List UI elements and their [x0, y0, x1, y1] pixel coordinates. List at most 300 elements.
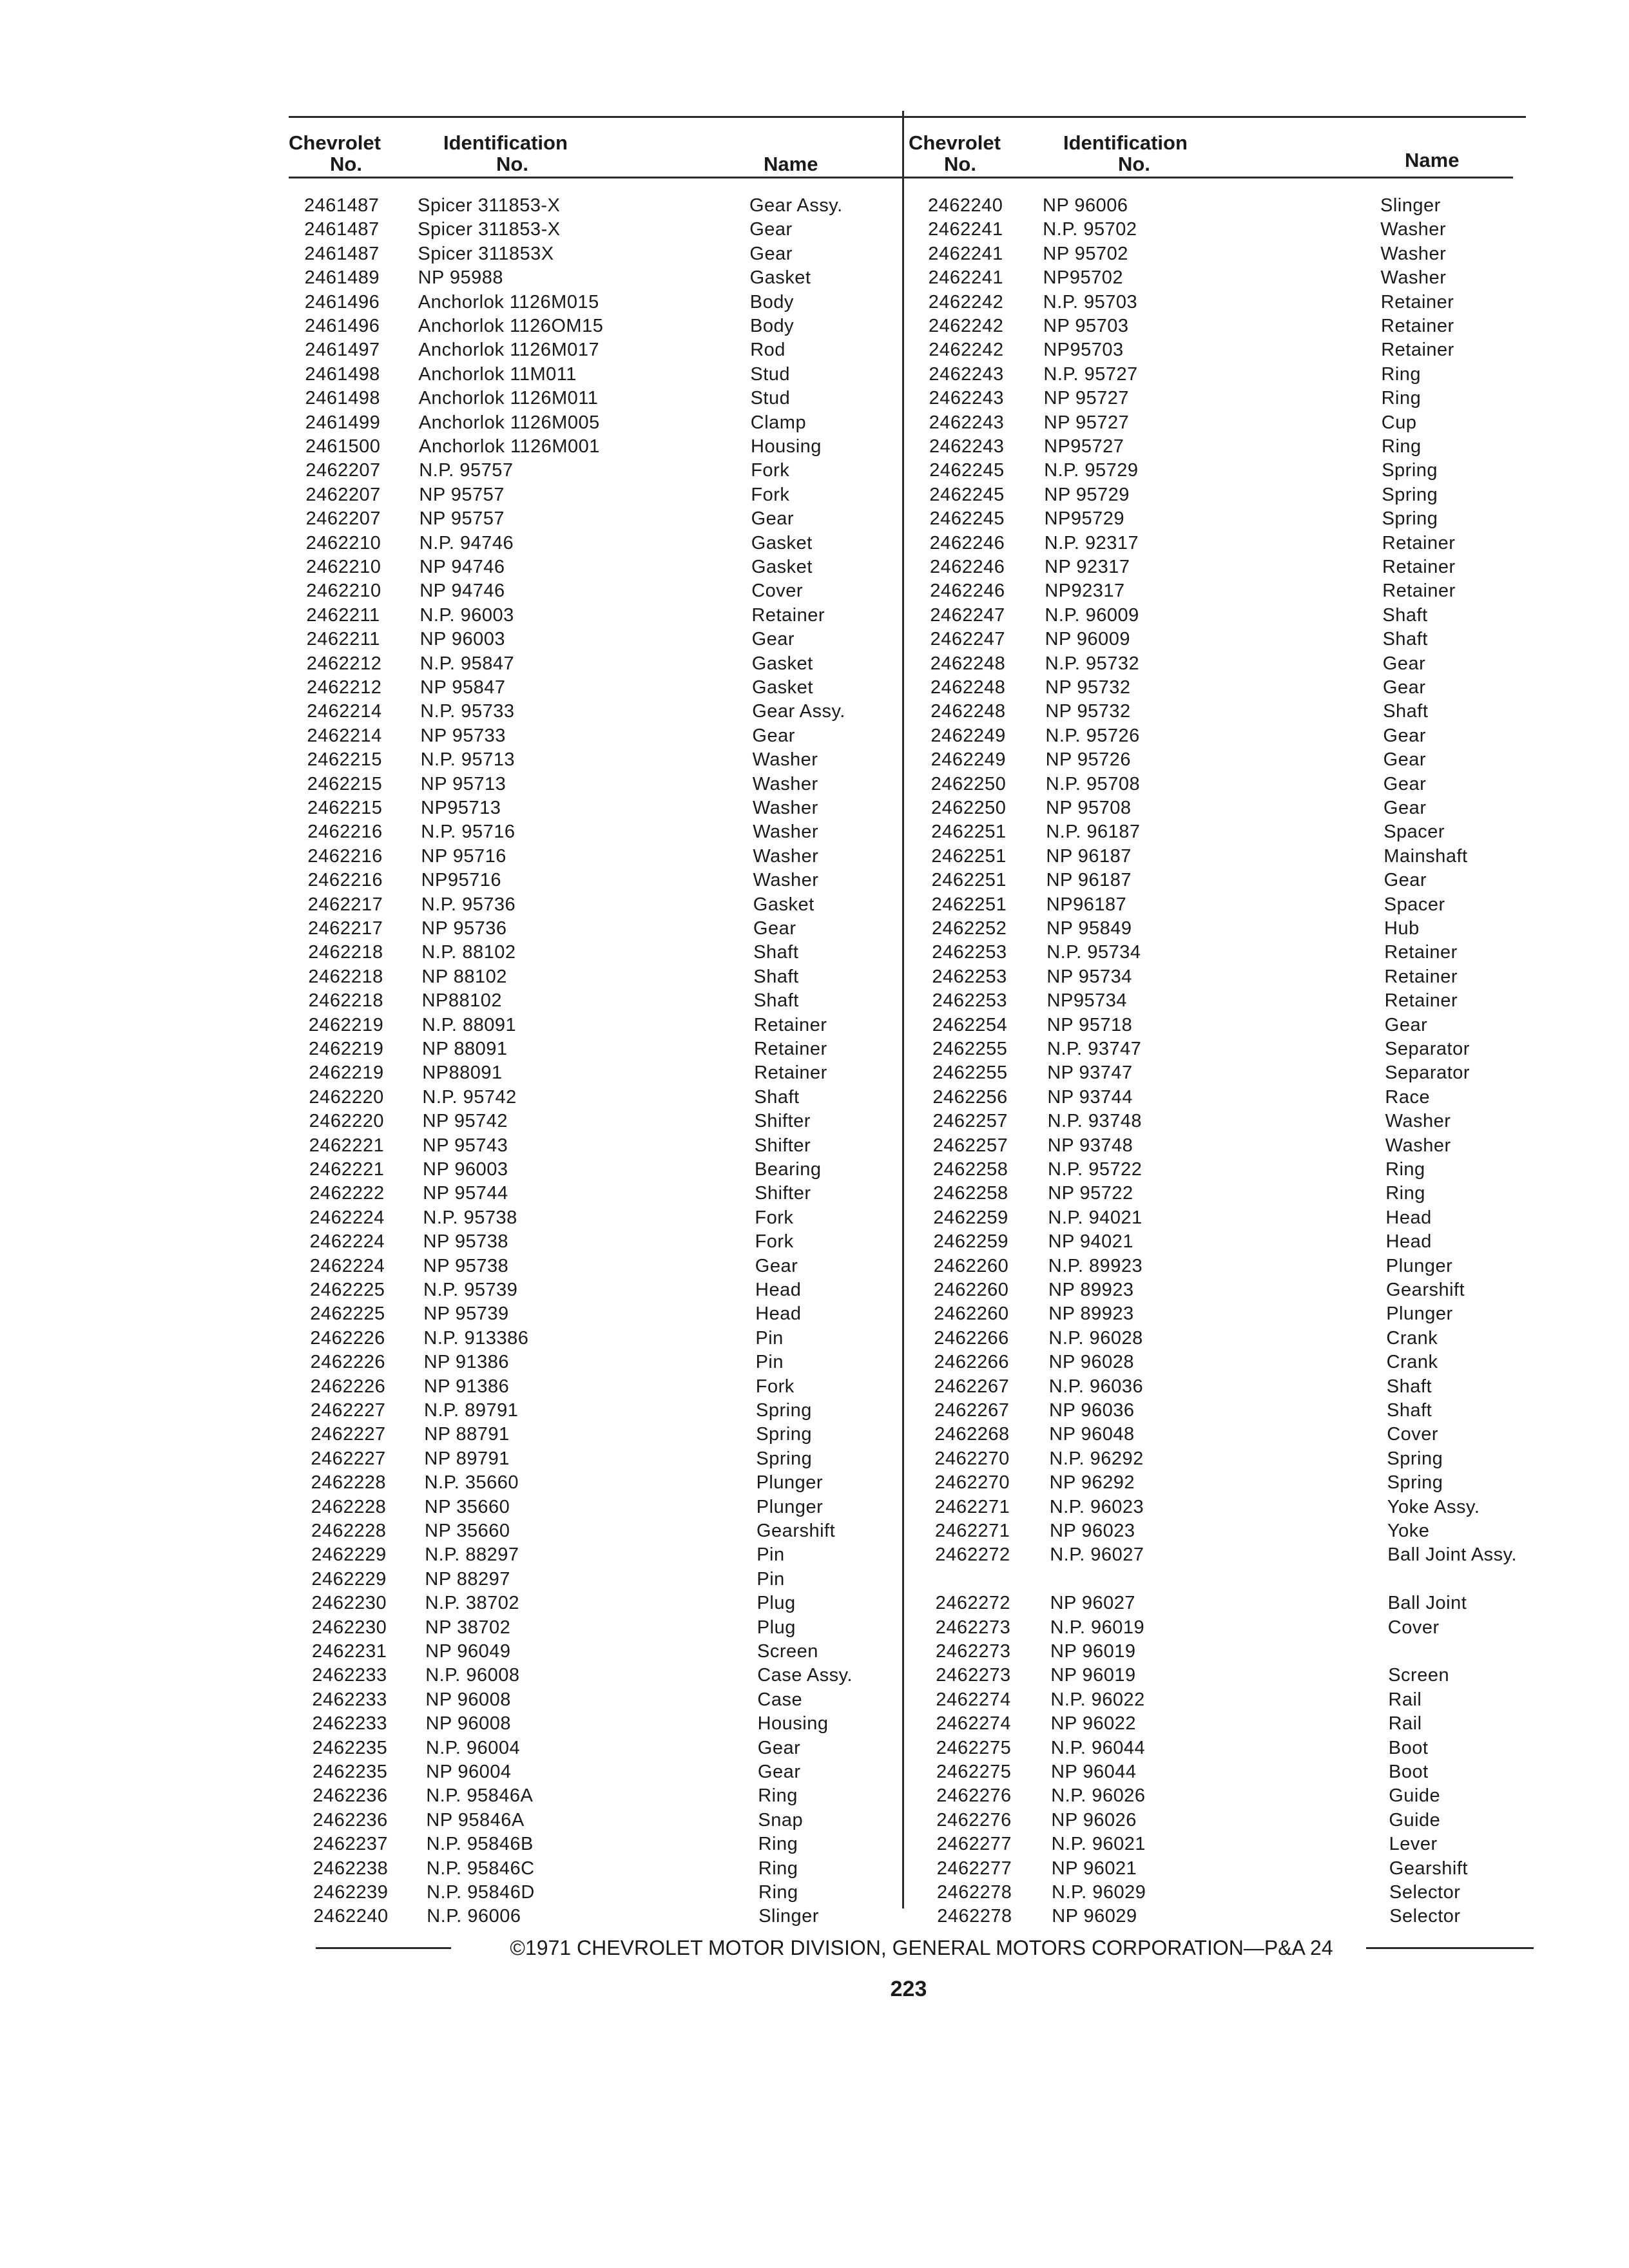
part-name: Selector [1389, 1882, 1461, 1903]
part-name: Housing [757, 1713, 829, 1735]
identification-no: N.P. 95726 [1045, 725, 1140, 746]
part-name: Plunger [756, 1472, 824, 1494]
chevrolet-no: 2462248 [930, 701, 1006, 722]
chevrolet-no: 2462272 [935, 1593, 1010, 1614]
identification-no: NP 96003 [419, 629, 506, 650]
part-name: Washer [753, 870, 819, 891]
chevrolet-no: 2462210 [305, 532, 381, 553]
part-name: Gear [1383, 749, 1427, 771]
identification-no: NP 94746 [419, 581, 505, 602]
identification-no: NP 95847 [420, 677, 506, 698]
identification-no: NP 96187 [1046, 845, 1132, 867]
identification-no: NP 96027 [1050, 1593, 1136, 1614]
left-header-chevrolet: Chevrolet [289, 131, 381, 154]
identification-no: NP 93747 [1047, 1062, 1133, 1084]
chevrolet-no: 2462218 [308, 990, 383, 1012]
part-name: Spring [1382, 484, 1438, 505]
identification-no: Anchorlok 1126OM15 [418, 316, 604, 336]
identification-no: N.P. 96022 [1050, 1689, 1145, 1710]
footer-text: ©1971 CHEVROLET MOTOR DIVISION, GENERAL MOTORS CORPORATION—P&A 24 [506, 1936, 1336, 1959]
chevrolet-no: 2462245 [929, 460, 1005, 481]
identification-no: NP 95729 [1044, 484, 1130, 505]
part-name: Retainer [751, 604, 825, 626]
page-number: 223 [890, 1977, 927, 2001]
identification-no: NP 93744 [1047, 1086, 1133, 1108]
part-name: Shifter [754, 1135, 811, 1156]
chevrolet-no: 2462255 [932, 1039, 1008, 1059]
chevrolet-no: 2462260 [933, 1255, 1009, 1276]
chevrolet-no: 2462212 [306, 653, 382, 674]
part-name: Housing [751, 436, 822, 457]
chevrolet-no: 2462249 [930, 749, 1006, 771]
part-name: Crank [1386, 1352, 1438, 1373]
part-name: Plunger [756, 1496, 824, 1517]
part-name: Gear [749, 219, 793, 240]
identification-no: NP95716 [421, 870, 502, 891]
part-name: Gear Assy. [752, 701, 845, 722]
chevrolet-no: 2462273 [935, 1617, 1011, 1638]
identification-no: NP 96026 [1051, 1809, 1137, 1831]
identification-no: N.P. 913386 [423, 1327, 529, 1349]
part-name: Gear [757, 1737, 801, 1758]
chevrolet-no: 2462235 [313, 1762, 388, 1782]
right-header-chevrolet-no: No. [944, 153, 976, 175]
identification-no: NP 95738 [423, 1255, 509, 1276]
part-name: Gearshift [1386, 1280, 1465, 1300]
chevrolet-no: 2462231 [312, 1641, 387, 1662]
part-name: Gear [751, 508, 795, 530]
part-name: Bearing [755, 1159, 822, 1180]
part-name: Washer [1380, 243, 1447, 264]
chevrolet-no: 2462270 [934, 1448, 1010, 1469]
identification-no: NP 95708 [1046, 798, 1132, 818]
part-name: Shifter [754, 1111, 811, 1132]
part-name: Cup [1381, 412, 1417, 433]
part-name: Rod [750, 340, 786, 361]
identification-no: NP 95716 [421, 845, 506, 867]
part-name: Shaft [1383, 701, 1429, 722]
chevrolet-no: 2462243 [929, 436, 1005, 457]
part-name: Ring [1381, 363, 1422, 385]
part-name: Spring [1387, 1472, 1443, 1494]
part-name: Washer [753, 845, 819, 867]
part-name: Shaft [753, 990, 799, 1012]
chevrolet-no: 2462219 [309, 1039, 384, 1059]
chevrolet-no: 2462257 [932, 1135, 1008, 1156]
top-rule [289, 116, 1526, 118]
identification-no: N.P. 96026 [1051, 1785, 1146, 1807]
part-name: Washer [1380, 219, 1447, 240]
part-name: Shaft [754, 1086, 800, 1108]
part-name: Retainer [1384, 966, 1458, 987]
identification-no: N.P. 95846D [427, 1882, 535, 1903]
chevrolet-no: 2462251 [931, 870, 1007, 891]
identification-no: N.P. 93747 [1047, 1039, 1142, 1059]
chevrolet-no: 2462221 [309, 1159, 385, 1180]
part-name: Guide [1389, 1785, 1441, 1807]
part-name: Rail [1388, 1713, 1422, 1735]
chevrolet-no: 2461487 [304, 243, 380, 264]
chevrolet-no: 2462260 [934, 1280, 1009, 1300]
chevrolet-no: 2462251 [931, 845, 1007, 867]
chevrolet-no: 2462235 [312, 1737, 388, 1758]
part-name: Cover [1387, 1617, 1440, 1638]
identification-no: NP95703 [1043, 340, 1124, 361]
identification-no: NP 96292 [1049, 1472, 1135, 1494]
chevrolet-no: 2462227 [311, 1448, 386, 1469]
identification-no: N.P. 95729 [1044, 460, 1139, 481]
chevrolet-no: 2462240 [313, 1906, 389, 1927]
identification-no: N.P. 38702 [425, 1593, 519, 1614]
identification-no: NP 95736 [421, 918, 507, 939]
identification-no: N.P. 96023 [1049, 1496, 1144, 1517]
chevrolet-no: 2461498 [305, 388, 380, 409]
chevrolet-no: 2462212 [307, 677, 382, 698]
chevrolet-no: 2462233 [312, 1713, 387, 1735]
identification-no: NP 95988 [418, 267, 504, 289]
chevrolet-no: 2461496 [305, 316, 380, 336]
chevrolet-no: 2462242 [928, 291, 1004, 312]
part-name: Spring [756, 1400, 812, 1421]
chevrolet-no: 2462242 [929, 340, 1004, 361]
part-name: Gear [1383, 798, 1427, 818]
left-header-name: Name [764, 153, 818, 175]
part-name: Retainer [753, 1014, 827, 1035]
chevrolet-no: 2462226 [310, 1376, 386, 1397]
chevrolet-no: 2462224 [309, 1231, 385, 1253]
chevrolet-no: 2462225 [310, 1280, 385, 1300]
identification-no: Spicer 311853-X [418, 219, 561, 240]
chevrolet-no: 2462215 [307, 798, 383, 818]
chevrolet-no: 2462276 [936, 1809, 1012, 1831]
part-name: Stud [750, 388, 791, 409]
identification-no: Anchorlok 1126M005 [418, 412, 600, 433]
chevrolet-no: 2462250 [930, 773, 1007, 794]
identification-no: N.P. 95734 [1046, 942, 1141, 963]
identification-no: NP 95727 [1043, 388, 1130, 409]
part-name: Head [755, 1303, 802, 1325]
part-name: Retainer [1380, 291, 1454, 312]
chevrolet-no: 2462211 [306, 604, 380, 626]
chevrolet-no: 2462228 [311, 1496, 387, 1517]
chevrolet-no: 2462270 [934, 1472, 1010, 1494]
part-name: Gear [1383, 725, 1426, 746]
chevrolet-no: 2462222 [309, 1183, 385, 1204]
identification-no: NP 91386 [423, 1352, 510, 1373]
part-name: Ring [758, 1858, 798, 1879]
identification-no: N.P. 95732 [1045, 653, 1140, 674]
identification-no: N.P. 95702 [1043, 219, 1137, 240]
identification-no: NP 95757 [419, 484, 505, 505]
part-name: Washer [752, 773, 818, 794]
identification-no: NP 96022 [1050, 1713, 1137, 1735]
chevrolet-no: 2462218 [308, 966, 383, 987]
part-name: Boot [1389, 1762, 1429, 1782]
identification-no: NP 96187 [1046, 870, 1132, 891]
identification-no: N.P. 95713 [420, 749, 515, 771]
left-header-identification-no: No. [496, 153, 528, 175]
part-name: Ring [1381, 388, 1422, 409]
chevrolet-no: 2462228 [311, 1521, 387, 1541]
chevrolet-no: 2462266 [934, 1327, 1009, 1349]
chevrolet-no: 2462216 [307, 870, 383, 891]
chevrolet-no: 2462246 [929, 532, 1005, 553]
identification-no: N.P. 96027 [1050, 1544, 1144, 1566]
chevrolet-no: 2462216 [307, 822, 383, 843]
part-name: Boot [1388, 1737, 1429, 1758]
part-name: Case Assy. [757, 1665, 853, 1686]
identification-no: N.P. 95847 [419, 653, 515, 674]
identification-no: N.P. 96021 [1051, 1834, 1146, 1855]
chevrolet-no: 2462240 [928, 195, 1003, 216]
part-name: Washer [753, 798, 818, 818]
chevrolet-no: 2462242 [929, 316, 1004, 336]
identification-no: NP 95744 [423, 1183, 508, 1204]
chevrolet-no: 2462217 [307, 894, 383, 915]
chevrolet-no: 2462224 [309, 1207, 385, 1228]
chevrolet-no: 2462271 [934, 1496, 1010, 1517]
part-name: Pin [755, 1327, 784, 1349]
identification-no: NP 96004 [426, 1762, 512, 1782]
part-name: Clamp [750, 412, 807, 433]
column-divider [902, 111, 904, 1908]
identification-no: N.P. 96019 [1050, 1617, 1145, 1638]
chevrolet-no: 2462250 [931, 798, 1007, 818]
identification-no: NP 95713 [420, 773, 506, 794]
part-name: Washer [1380, 267, 1447, 289]
identification-no: NP 96048 [1049, 1424, 1135, 1445]
identification-no: NP 95732 [1045, 677, 1131, 698]
identification-no: N.P. 96292 [1049, 1448, 1144, 1469]
part-name: Plug [757, 1617, 796, 1638]
part-name: Fork [751, 460, 790, 481]
identification-no: N.P. 95716 [421, 822, 516, 843]
part-name: Pin [755, 1352, 784, 1373]
chevrolet-no: 2462247 [930, 629, 1005, 650]
identification-no: NP 96044 [1051, 1762, 1137, 1782]
part-name: Fork [755, 1376, 795, 1397]
header-rule [289, 177, 1513, 178]
chevrolet-no: 2462278 [937, 1906, 1012, 1927]
part-name: Retainer [1382, 581, 1456, 602]
footer [316, 1936, 1527, 1960]
chevrolet-no: 2462236 [313, 1785, 388, 1807]
part-name: Head [755, 1280, 802, 1300]
part-name: Gear [758, 1762, 801, 1782]
part-name: Yoke Assy. [1387, 1496, 1480, 1517]
chevrolet-no: 2462255 [932, 1062, 1008, 1084]
part-name: Screen [1388, 1665, 1450, 1686]
part-name: Gasket [749, 267, 811, 289]
identification-no: NP 95718 [1046, 1014, 1133, 1035]
part-name: Washer [1385, 1135, 1451, 1156]
part-name: Gear [1384, 1014, 1428, 1035]
identification-no: N.P. 95703 [1043, 291, 1138, 312]
chevrolet-no: 2462276 [936, 1785, 1012, 1807]
part-name: Gear [753, 918, 796, 939]
part-name: Plunger [1385, 1255, 1453, 1276]
part-name: Crank [1386, 1327, 1438, 1349]
part-name: Gear [751, 629, 795, 650]
chevrolet-no: 2462216 [307, 845, 383, 867]
part-name: Body [749, 291, 794, 312]
chevrolet-no: 2462267 [934, 1400, 1010, 1421]
identification-no: N.P. 96009 [1045, 604, 1139, 626]
chevrolet-no: 2462227 [311, 1424, 386, 1445]
part-name: Ring [1382, 436, 1422, 457]
identification-no: NP95729 [1044, 508, 1125, 530]
identification-no: NP 96019 [1050, 1665, 1136, 1686]
chevrolet-no: 2462243 [929, 412, 1005, 433]
right-header-name: Name [1405, 149, 1460, 171]
identification-no: NP 35660 [424, 1496, 510, 1517]
part-name: Gear [749, 243, 793, 264]
identification-no: N.P. 95846A [426, 1785, 534, 1807]
chevrolet-no: 2462218 [308, 942, 383, 963]
part-name: Retainer [1381, 316, 1454, 336]
part-name: Gear [752, 725, 795, 746]
chevrolet-no: 2462266 [934, 1352, 1009, 1373]
part-name: Retainer [754, 1062, 827, 1084]
identification-no: NP 95739 [423, 1303, 509, 1325]
identification-no: Anchorlok 1126M001 [419, 436, 600, 457]
identification-no: NP 96006 [1043, 195, 1128, 216]
chevrolet-no: 2462251 [931, 894, 1007, 915]
chevrolet-no: 2462245 [929, 508, 1005, 530]
identification-no: Anchorlok 1126M011 [418, 388, 599, 409]
chevrolet-no: 2462259 [933, 1207, 1008, 1228]
part-name: Retainer [1384, 942, 1458, 963]
part-name: Retainer [754, 1039, 827, 1059]
chevrolet-no: 2462230 [311, 1593, 387, 1614]
part-name: Shaft [1382, 604, 1428, 626]
part-name: Gear [1383, 773, 1427, 794]
identification-no: NP 91386 [423, 1376, 510, 1397]
part-name: Washer [752, 749, 818, 771]
chevrolet-no: 2462226 [310, 1352, 385, 1373]
chevrolet-no: 2462256 [932, 1086, 1008, 1108]
chevrolet-no: 2462236 [313, 1809, 388, 1831]
identification-no: NP 89923 [1048, 1280, 1134, 1300]
identification-no: N.P. 95736 [421, 894, 516, 915]
chevrolet-no: 2462277 [936, 1834, 1012, 1855]
chevrolet-no: 2462227 [311, 1400, 386, 1421]
part-name: Separator [1385, 1039, 1470, 1059]
chevrolet-no: 2462230 [311, 1617, 387, 1638]
chevrolet-no: 2462251 [931, 822, 1007, 843]
part-name: Stud [750, 363, 791, 385]
chevrolet-no: 2462275 [936, 1737, 1012, 1758]
part-name: Selector [1389, 1906, 1461, 1927]
part-name: Ring [1385, 1183, 1425, 1204]
identification-no: NP 96008 [425, 1713, 512, 1735]
chevrolet-no: 2462254 [932, 1014, 1008, 1035]
chevrolet-no: 2462258 [933, 1183, 1008, 1204]
identification-no: N.P. 96006 [427, 1906, 521, 1927]
part-name: Washer [753, 822, 819, 843]
identification-no: NP 92317 [1045, 557, 1130, 577]
chevrolet-no: 2461499 [305, 412, 381, 433]
identification-no: N.P. 95738 [423, 1207, 517, 1228]
identification-no: N.P. 89791 [424, 1400, 519, 1421]
identification-no: NP95727 [1044, 436, 1124, 457]
chevrolet-no: 2462253 [932, 942, 1007, 963]
part-name: Spring [1382, 460, 1438, 481]
identification-no: N.P. 35660 [424, 1472, 519, 1494]
part-name: Spring [756, 1424, 813, 1445]
identification-no: NP 95738 [423, 1231, 509, 1253]
part-name: Shaft [1382, 629, 1428, 650]
identification-no: Anchorlok 1126M017 [418, 340, 600, 361]
identification-no: NP 94746 [419, 557, 505, 577]
chevrolet-no: 2462214 [307, 725, 382, 746]
identification-no: Anchorlok 1126M015 [418, 291, 599, 312]
identification-no: N.P. 95722 [1048, 1159, 1142, 1180]
chevrolet-no: 2462238 [313, 1858, 389, 1879]
part-name: Spacer [1383, 894, 1445, 915]
identification-no: NP95734 [1046, 990, 1128, 1012]
identification-no: NP 95849 [1046, 918, 1132, 939]
identification-no: NP95713 [421, 798, 501, 818]
identification-no: N.P. 93748 [1047, 1111, 1142, 1132]
part-name: Fork [755, 1231, 794, 1253]
identification-no: N.P. 95846B [426, 1834, 534, 1855]
chevrolet-no: 2462245 [929, 484, 1005, 505]
chevrolet-no: 2462215 [307, 749, 382, 771]
chevrolet-no: 2462243 [929, 388, 1004, 409]
part-name: Gear [1383, 870, 1427, 891]
identification-no: N.P. 92317 [1044, 532, 1139, 553]
chevrolet-no: 2462258 [933, 1159, 1008, 1180]
chevrolet-no: 2462207 [305, 484, 381, 505]
identification-no: N.P. 95846C [426, 1858, 535, 1879]
chevrolet-no: 2462253 [932, 966, 1007, 987]
identification-no: NP 95702 [1043, 243, 1128, 264]
chevrolet-no: 2462220 [309, 1086, 384, 1108]
part-name: Slinger [758, 1906, 819, 1927]
identification-no: N.P. 89923 [1048, 1255, 1143, 1276]
identification-no: NP 88297 [425, 1568, 510, 1590]
chevrolet-no: 2462207 [305, 508, 381, 530]
chevrolet-no: 2462224 [309, 1255, 385, 1276]
part-name: Shaft [1386, 1376, 1432, 1397]
chevrolet-no: 2462241 [928, 267, 1003, 289]
part-name: Slinger [1380, 195, 1441, 216]
part-name: Head [1385, 1231, 1432, 1253]
identification-no: Anchorlok 11M011 [418, 363, 577, 385]
chevrolet-no: 2462220 [309, 1111, 384, 1132]
part-name: Gear Assy. [749, 195, 843, 216]
chevrolet-no: 2462215 [307, 773, 383, 794]
chevrolet-no: 2462267 [934, 1376, 1010, 1397]
chevrolet-no: 2462241 [928, 219, 1003, 240]
identification-no: N.P. 96003 [419, 604, 514, 626]
identification-no: NP 95733 [420, 725, 506, 746]
part-name: Lever [1389, 1834, 1438, 1855]
part-name: Ring [758, 1785, 798, 1807]
part-name: Ring [758, 1882, 798, 1903]
identification-no: N.P. 96044 [1050, 1737, 1146, 1758]
identification-no: NP 96019 [1050, 1641, 1136, 1662]
chevrolet-no: 2462274 [936, 1713, 1011, 1735]
chevrolet-no: 2462229 [311, 1568, 387, 1590]
identification-no: N.P. 95733 [420, 701, 515, 722]
identification-no: NP 38702 [425, 1617, 511, 1638]
part-name: Gasket [751, 653, 813, 674]
part-name: Gasket [751, 557, 813, 577]
identification-no: N.P. 95727 [1043, 363, 1138, 385]
chevrolet-no: 2461498 [305, 363, 380, 385]
